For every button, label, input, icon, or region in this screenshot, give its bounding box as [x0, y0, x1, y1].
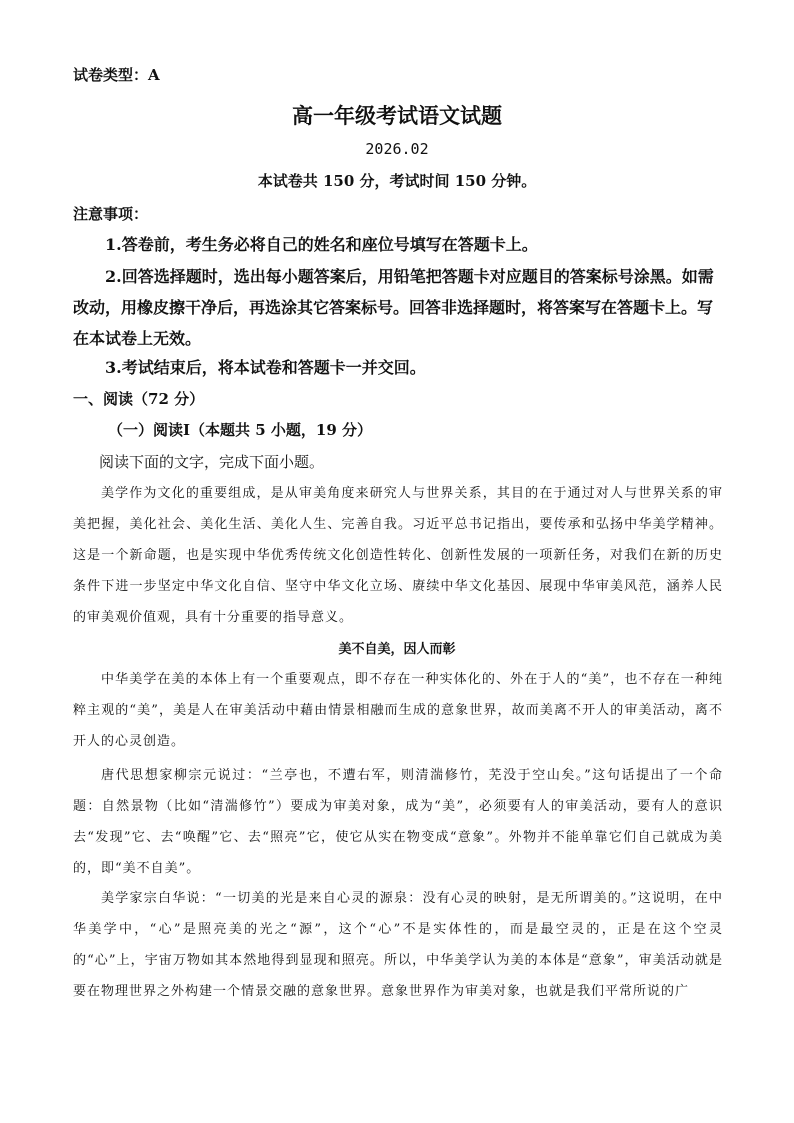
reading-instruction: 阅读下面的文字，完成下面小题。 [99, 453, 325, 471]
score-time-line: 本试卷共 150 分，考试时间 150 分钟。 [257, 172, 537, 190]
notice-item-1: 1.答卷前，考生务必将自己的姓名和座位号填写在答题卡上。 [105, 235, 538, 254]
passage-paragraph-2: 唐代思想家柳宗元说过：“兰亭也，不遭右军，则清湍修竹，芜没于空山矣。”这句话提出了一个命题：自然景物（比如“清湍修竹”）要成为审美对象，成为“美”，必须要有人的审美活动，要有人的意识去“发现”它、去“唤醒”它、去“照亮”它，使它从实在物变成“意象”。外物并不能单靠它们自己就成为美的，即“美不自美”。 [73, 768, 723, 876]
section-heading: 一、阅读（72 分） [73, 390, 205, 408]
notice-item-3: 3.考试结束后，将本试卷和答题卡一并交回。 [105, 358, 426, 377]
sub-section-heading: （一）阅读Ⅰ（本题共 5 小题，19 分） [108, 421, 372, 439]
passage-paragraph-1: 中华美学在美的本体上有一个重要观点，即不存在一种实体化的、外在于人的“美”，也不存在一种纯粹主观的“美”，美是人在审美活动中藉由情景相融而生成的意象世界，故而美离不开人的审美活动，离不开人的心灵创造。 [73, 672, 723, 749]
passage-paragraph-3: 美学家宗白华说：“一切美的光是来自心灵的源泉：没有心灵的映射，是无所谓美的。”这说明，在中华美学中，“心”是照亮美的光之“源”，这个“心”不是实体性的，而是最空灵的，正是在这个空灵的“心”上，宇宙万物如其本然地得到显现和照亮。所以，中华美学认为美的本体是“意象”，审美活动就是要在物理世界之外构建一个情景交融的意象世界。意象世界作为审美对象，也就是我们平常所说的广 [73, 891, 723, 999]
notice-heading: 注意事项： [73, 205, 149, 223]
article-title: 美不自美，因人而彰 [338, 642, 456, 657]
exam-date: 2026.02 [365, 140, 429, 158]
notice-item-2: 2.回答选择题时，选出每小题答案后，用铅笔把答题卡对应题目的答案标号涂黑。如需改动，用橡皮擦干净后，再选涂其它答案标号。回答非选择题时，将答案写在答题卡上。写在本试卷上无效。 [73, 267, 714, 348]
passage-intro: 美学作为文化的重要组成，是从审美角度来研究人与世界关系，其目的在于通过对人与世界关系的审美把握，美化社会、美化生活、美化人生、完善自我。习近平总书记指出，要传承和弘扬中华美学精神。这是一个新命题，也是实现中华优秀传统文化创造性转化、创新性发展的一项新任务，对我们在新的历史条件下进一步坚定中华文化自信、坚守中华文化立场、赓续中华文化基因、展现中华审美风范，涵养人民的审美观价值观，具有十分重要的指导意义。 [73, 486, 723, 625]
paper-type-label: 试卷类型：A [73, 66, 160, 84]
exam-title: 高一年级考试语文试题 [292, 104, 502, 128]
